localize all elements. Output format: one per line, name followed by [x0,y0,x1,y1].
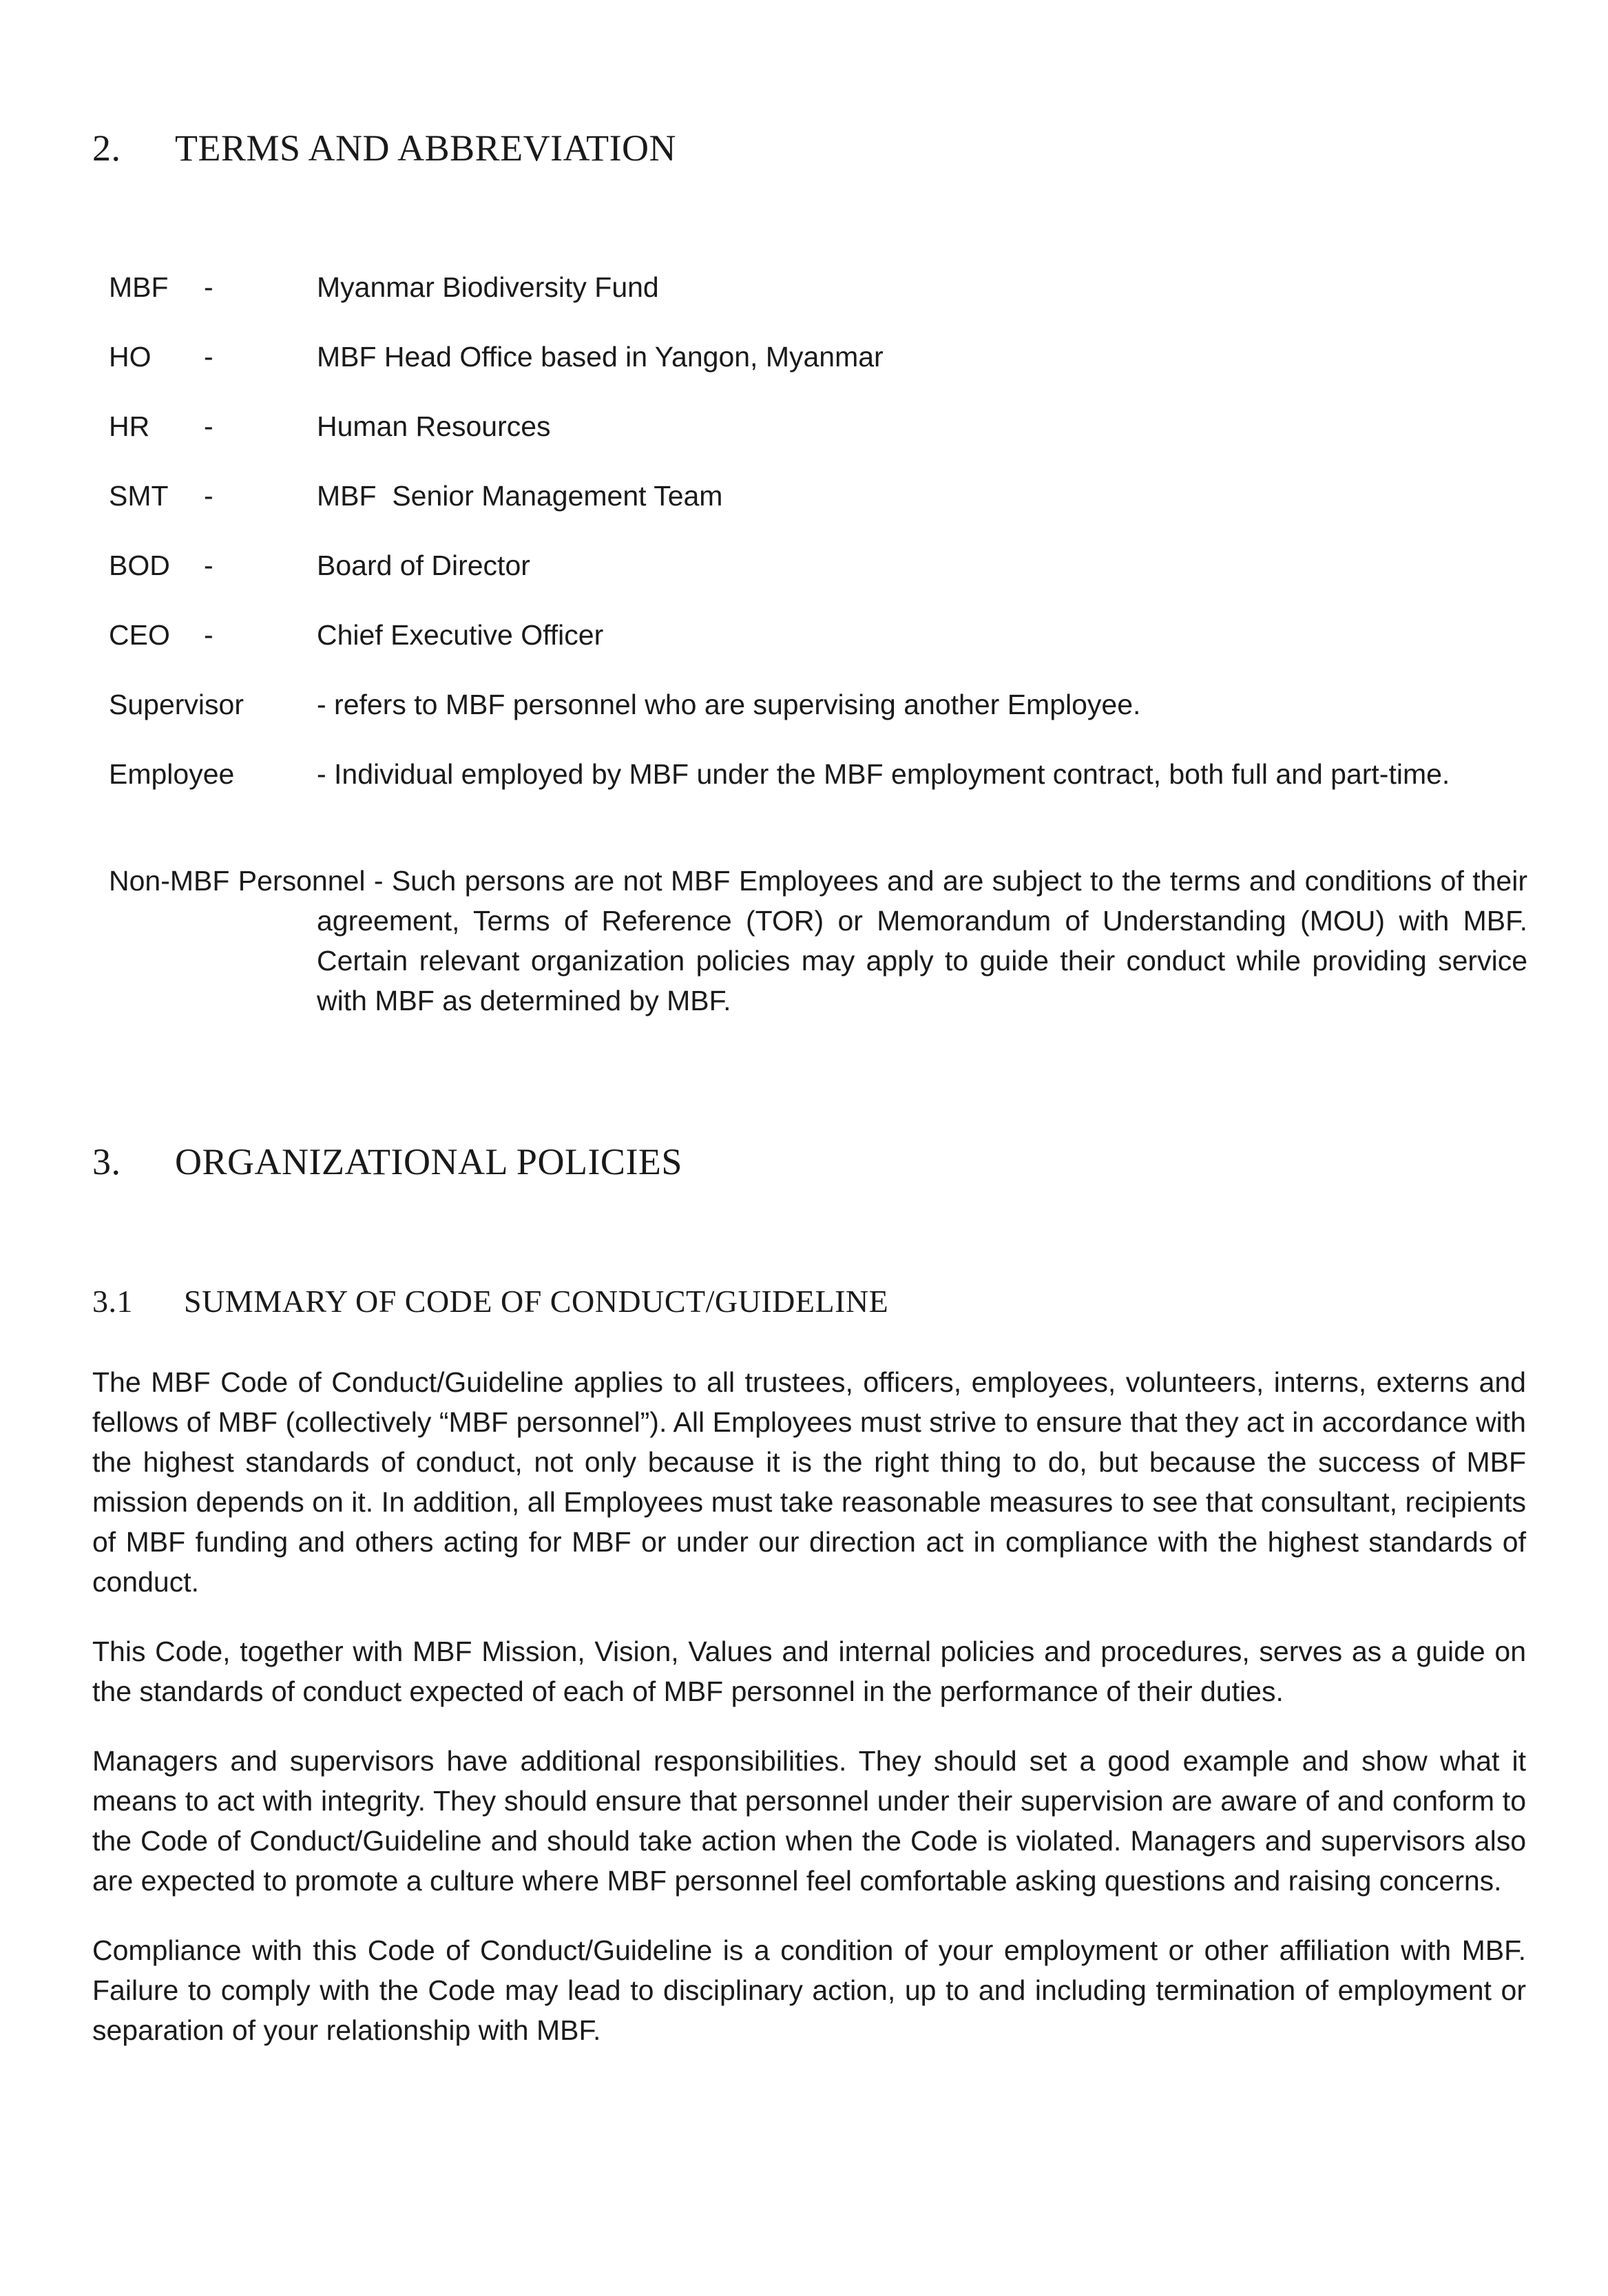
term-row [109,754,1527,794]
term-row [109,337,1527,377]
section-3-number: 3. [92,1141,121,1182]
term-abbreviation: BOD [109,550,170,581]
term-row [109,685,1527,724]
term-dash: - [204,550,213,581]
section-3-1-title: SUMMARY OF CODE OF CONDUCT/GUIDELINE [184,1284,889,1319]
term-dash: - [204,410,213,442]
non-mbf-personnel-definition: Non-MBF Personnel - Such persons are not MBF Employees and are subject to the terms and conditions of their agreement, Terms of Reference (TOR) or Memorandum of Understanding (MOU) with MBF. Certain relevant organization policies may apply to guide their conduct while providing service with MBF as determined by MBF. [109,865,1527,1016]
term-abbreviation: CEO [109,619,170,651]
term-abbreviation: Supervisor [109,689,244,720]
section-3-title: ORGANIZATIONAL POLICIES [175,1141,682,1182]
term-definition: Chief Executive Officer [317,619,604,651]
section-3-1-number: 3.1 [92,1284,133,1319]
term-dash: - [204,480,213,512]
term-abbreviation: Employee [109,758,235,790]
body-paragraph: This Code, together with MBF Mission, Vision, Values and internal policies and procedures, serves as a guide on the standards of conduct expected of each of MBF personnel in the performance of their duties. [92,1636,1526,1707]
term-dash: - [204,341,213,373]
term-abbreviation: SMT [109,480,169,512]
term-definition: MBF Senior Management Team [317,480,723,512]
term-abbreviation: MBF [109,271,169,303]
term-row [109,476,1527,516]
term-definition: Myanmar Biodiversity Fund [317,271,659,303]
section-2-number: 2. [92,127,121,169]
term-definition: Board of Director [317,550,530,581]
term-definition: - Individual employed by MBF under the MBF employment contract, both full and part-time. [317,758,1450,790]
term-definition: MBF Head Office based in Yangon, Myanmar [317,341,884,373]
term-row [109,615,1527,655]
body-paragraph: The MBF Code of Conduct/Guideline applies to all trustees, officers, employees, volunteers, interns, externs and fellows of MBF (collectively “MBF personnel”). All Employees must strive to ensure that they act in accordance with the highest standards of conduct, not only because it is the right thing to do, but because the success of MBF mission depends on it. In addition, all Employees must take reasonable measures to see that consultant, recipients of MBF funding and others acting for MBF or under our direction act in compliance with the highest standards of conduct. [92,1366,1526,1598]
term-abbreviation: HO [109,341,152,373]
section-3-heading [92,1140,682,1183]
term-definition: Human Resources [317,410,551,442]
code-of-conduct-body [92,1362,1526,2080]
body-paragraph: Managers and supervisors have additional responsibilities. They should set a good example and show what it means to act with integrity. They should ensure that personnel under their supervision are aware of and conform to the Code of Conduct/Guideline and should take action when the Code is violated. Managers and supervisors also are expected to promote a culture where MBF personnel feel comfortable asking questions and raising concerns. [92,1745,1526,1897]
body-paragraph: Compliance with this Code of Conduct/Guideline is a condition of your employment or other affiliation with MBF. Failure to comply with the Code may lead to disciplinary action, up to and including termination of employment or separation of your relationship with MBF. [92,1934,1526,2046]
term-row [109,267,1527,307]
section-2-heading [92,127,676,169]
term-dash: - [204,619,213,651]
term-definition: - refers to MBF personnel who are supervising another Employee. [317,689,1141,720]
term-row [109,406,1527,446]
term-row [109,545,1527,585]
term-dash: - [204,271,213,303]
term-abbreviation: HR [109,410,150,442]
terms-list [109,267,1527,824]
section-2-title: TERMS AND ABBREVIATION [175,127,677,169]
section-3-1-heading [92,1283,888,1319]
